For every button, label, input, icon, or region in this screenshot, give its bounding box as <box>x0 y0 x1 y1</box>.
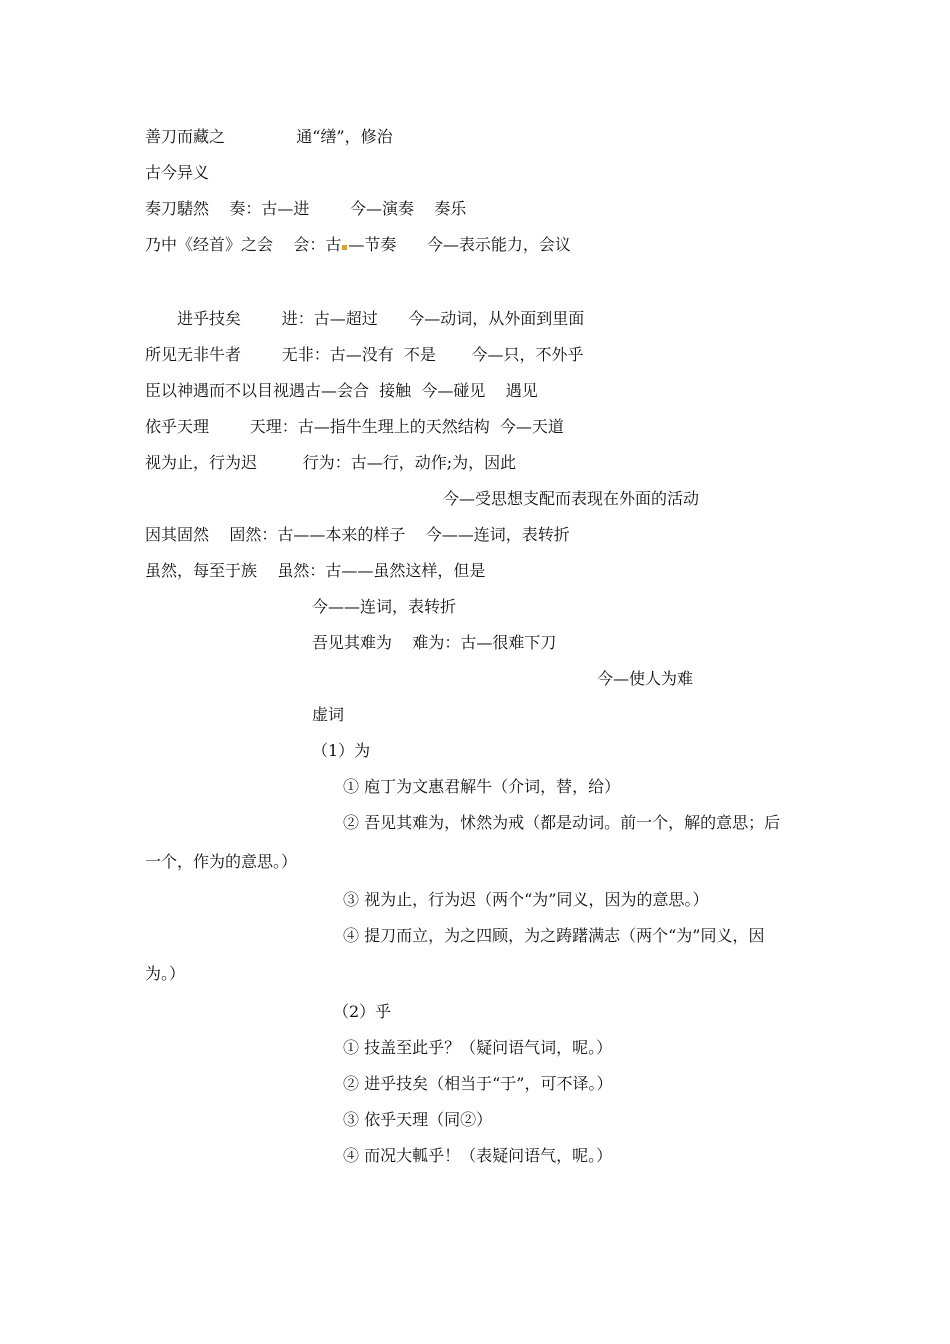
text-line: 古今异义 <box>145 163 210 182</box>
subsection-heading: （1）为 <box>312 741 371 760</box>
list-item: ③ 视为止，行为迟（两个“为”同义，因为的意思。） <box>343 890 709 909</box>
list-item-continuation: 为。） <box>145 964 186 983</box>
list-item: ④ 而况大軱乎！（表疑问语气，呢。） <box>343 1146 613 1165</box>
subsection-heading: （2）乎 <box>333 1002 392 1021</box>
text-line: 臣以神遇而不以目视遇古—会合 接触 今—碰见 遇见 <box>145 381 538 400</box>
list-item: ② 进乎技矣（相当于“于”，可不译。） <box>343 1074 613 1093</box>
text-line: 依乎天理 天理：古—指牛生理上的天然结构 今—天道 <box>145 417 564 436</box>
list-item: ① 庖丁为文惠君解牛（介词，替，给） <box>343 777 621 796</box>
text-line: 因其固然 固然：古——本来的样子 今——连词，表转折 <box>145 525 570 544</box>
text-line: 今—受思想支配而表现在外面的活动 <box>443 489 700 508</box>
text-line: 所见无非牛者 无非：古—没有 不是 今—只，不外乎 <box>145 345 584 364</box>
list-item-continuation: 一个，作为的意思。） <box>145 852 298 871</box>
list-item: ④ 提刀而立，为之四顾，为之踌躇满志（两个“为”同义，因 <box>343 926 765 945</box>
text-line: 奏刀騞然 奏：古—进 今—演奏 奏乐 <box>145 199 467 218</box>
list-item: ② 吾见其难为，怵然为戒（都是动词。前一个，解的意思；后 <box>343 813 781 832</box>
text-line: 进乎技矣 进：古—超过 今—动词，从外面到里面 <box>177 309 585 328</box>
list-item: ③ 依乎天理（同②） <box>343 1110 493 1129</box>
text-line <box>145 235 571 255</box>
section-heading: 虚词 <box>312 705 345 724</box>
text-line: 吾见其难为 难为：古—很难下刀 <box>312 633 557 652</box>
text-line: 今—使人为难 <box>597 669 694 688</box>
text-line: 视为止，行为迟 行为：古—行，动作;为，因此 <box>145 453 517 472</box>
text-segment: 乃中《经首》之会 会：古 <box>145 235 342 254</box>
highlight-mark <box>342 245 347 250</box>
text-line: 今——连词，表转折 <box>312 597 457 616</box>
text-line: 虽然，每至于族 虽然：古——虽然这样，但是 <box>145 561 486 580</box>
text-segment: —节奏 今—表示能力，会议 <box>348 235 571 254</box>
list-item: ① 技盖至此乎？（疑问语气词，呢。） <box>343 1038 613 1057</box>
text-line: 善刀而藏之 通“缮”，修治 <box>145 127 393 146</box>
